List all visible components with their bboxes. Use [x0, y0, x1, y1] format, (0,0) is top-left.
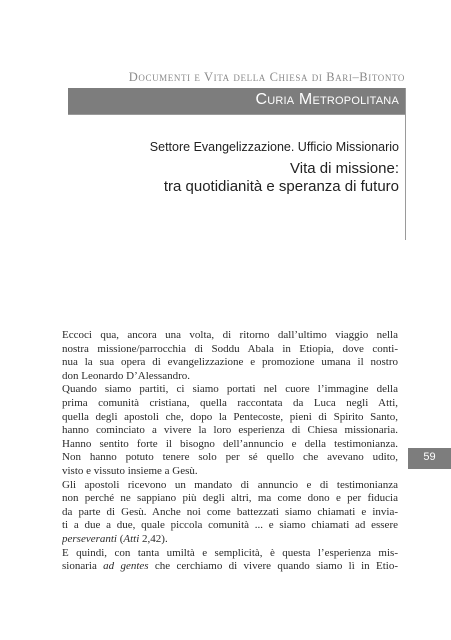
office-subtitle: Settore Evangelizzazione. Ufficio Missionario: [149, 140, 399, 154]
page-number-tab: [408, 448, 451, 469]
text-line: Quando siamo partiti, ci siamo portati nel cuore l’immagine della: [62, 383, 398, 396]
title-line: tra quotidianità e speranza di futuro: [163, 178, 399, 195]
text-line: da parte di Gesù. Anche noi come battezzati siamo chiamati e invia-: [62, 505, 398, 518]
text-line: hanno cominciato a vivere la loro esperienza di Chiesa missionaria.: [62, 424, 398, 437]
text-line: [62, 560, 398, 574]
text-fragment: 2,42).: [139, 532, 168, 545]
text-line: non perché ne sappiano più degli altri, ma come dono e per fiducia: [62, 492, 398, 505]
section-band: [68, 88, 405, 114]
body-text: [62, 329, 398, 574]
text-line: don Leonardo D’Alessandro.: [62, 369, 190, 382]
text-line: ti a due a due, quale piccola comunità ... e siamo chiamati ad essere: [62, 519, 398, 532]
text-line: [62, 533, 398, 547]
section-title: Curia Metropolitana: [255, 91, 399, 108]
text-line: Gli apostoli ricevono un mandato di annuncio e di testimonianza: [62, 478, 398, 491]
title-line: Vita di missione:: [290, 160, 399, 177]
text-line: Hanno sentito forte il bisogno dell’annuncio e della testimonianza.: [62, 437, 398, 450]
page-number: 59: [423, 451, 436, 463]
text-line: visto e vissuto insieme a Gesù.: [62, 464, 198, 477]
text-line: prima comunità cristiana, quella raccontata da Luca negli Atti,: [62, 396, 398, 409]
text-fragment: sionaria: [62, 560, 104, 573]
citation: Atti: [123, 532, 140, 545]
italic-text: perseveranti: [62, 532, 117, 545]
text-line: Non hanno potuto tenere solo per sé quello che avevano udito,: [62, 451, 398, 464]
text-line: quella degli apostoli che, dopo la Pentecoste, pieni di Spirito Santo,: [62, 410, 398, 423]
italic-text: ad gentes: [103, 560, 149, 573]
text-line: E quindi, con tanta umiltà e semplicità, è questa l’esperienza mis-: [62, 546, 398, 559]
text-fragment: (: [116, 532, 124, 545]
article-title: [79, 160, 399, 196]
vertical-rule: [405, 88, 406, 240]
text-line: Eccoci qua, ancora una volta, di ritorno dall’ultimo viaggio nella: [62, 329, 398, 341]
horizontal-rule: [68, 114, 405, 115]
text-line: nua la sua opera di evangelizzazione e promozione umana il nostro: [62, 356, 398, 369]
text-fragment: che cerchiamo di vivere quando siamo lì in Etio-: [148, 560, 398, 573]
running-header: Documenti e Vita della Chiesa di Bari–Bitonto: [128, 70, 405, 84]
text-line: nostra missione/parrocchia di Soddu Abala in Etiopia, dove conti-: [62, 342, 398, 355]
